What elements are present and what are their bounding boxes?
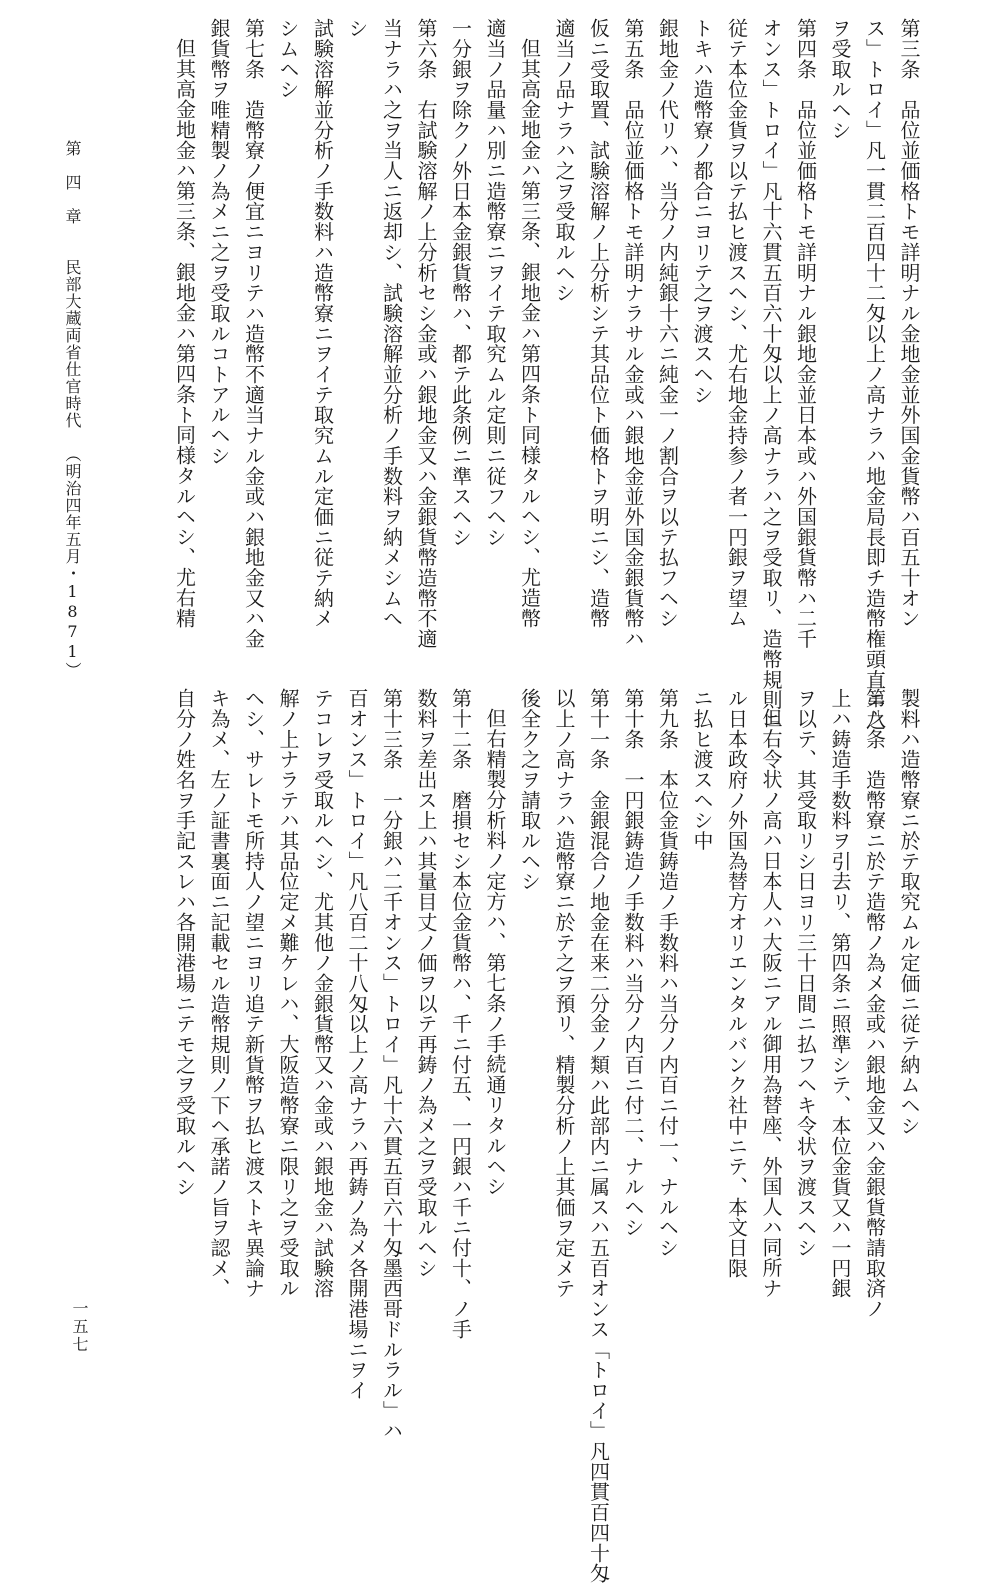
page-number: 一五七 xyxy=(70,1300,89,1354)
text-line: 後全ク之ヲ請取ルヘシ xyxy=(517,688,542,892)
text-line: ニ払ヒ渡スヘシ中 xyxy=(690,688,714,851)
chapter-label: 第 四 章 xyxy=(63,140,82,225)
upper-text-block xyxy=(167,18,926,731)
chapter-title: 民部大蔵両省仕官時代 xyxy=(63,259,82,429)
text-line: 仮ニ受取置、試験溶解ノ上分析シテ其品位ト価格トヲ明ニシ、造幣 xyxy=(586,18,611,629)
text-line: ヲ受取ルヘシ xyxy=(828,18,852,141)
text-line: 但右精製分析料ノ定方ハ、第七条ノ手続通リタルヘシ xyxy=(483,708,507,1197)
text-line: トキハ造幣寮ノ都合ニヨリテ之ヲ渡スヘシ xyxy=(690,18,714,405)
text-line: 第十条 一円銀鋳造ノ手数料ハ当分ノ内百ニ付二、ナルヘシ xyxy=(621,688,645,1238)
text-line: 一分銀ヲ除クノ外日本金銀貨幣ハ、都テ此条例ニ準スヘシ xyxy=(448,18,473,548)
text-line: 数料ヲ差出ス上ハ其量目丈ノ価ヲ以テ再鋳ノ為メ之ヲ受取ルヘシ xyxy=(414,688,438,1279)
text-line: 第十二条 磨損セシ本位金貨幣ハ、千ニ付五、一円銀ハ千ニ付十、ノ手 xyxy=(448,688,473,1340)
text-line: 銀貨幣ヲ唯精製ノ為メニ之ヲ受取ルコトアルヘシ xyxy=(207,18,231,466)
text-line: 製料ハ造幣寮ニ於テ取究ムル定価ニ従テ納ムヘシ xyxy=(897,688,921,1136)
running-header xyxy=(61,140,84,679)
text-line: 従テ本位金貨ヲ以テ払ヒ渡スヘシ、尤右地金持参ノ者一円銀ヲ望ム xyxy=(724,18,749,629)
text-line: 第九条 本位金貨鋳造ノ手数料ハ当分ノ内百ニ付一、ナルヘシ xyxy=(655,688,680,1258)
text-line: 第七条 造幣寮ノ便宜ニヨリテハ造幣不適当ナル金或ハ銀地金又ハ金 xyxy=(241,18,266,649)
text-line: 試験溶解並分析ノ手数料ハ造幣寮ニヲイテ取究ムル定価ニ従テ納メ xyxy=(310,18,335,629)
text-line: 適当ノ品ナラハ之ヲ受取ルヘシ xyxy=(552,18,576,303)
text-line: ル日本政府ノ外国為替方オリエンタルバンク社中ニテ、本文日限 xyxy=(724,688,749,1279)
text-line: シムヘシ xyxy=(276,18,300,100)
text-line: 第六条 右試験溶解ノ上分析セシ金或ハ銀地金又ハ金銀貨幣造幣不適 xyxy=(414,18,438,649)
text-line: 第四条 品位並価格トモ詳明ナル銀地金並日本或ハ外国銀貨幣ハ二千 xyxy=(793,18,818,649)
lower-text-block xyxy=(167,688,926,1583)
text-line: オンス」トロイ」凡十六貫五百六十匁以上ノ高ナラハ之ヲ受取リ、造幣規則ニ xyxy=(759,18,783,731)
text-line: 但右令状ノ高ハ日本人ハ大阪ニアル御用為替座、外国人ハ同所ナ xyxy=(759,708,783,1299)
text-line: ス」トロイ」凡一貫二百四十二匁以上ノ高ナラハ地金局長即チ造幣権頭直ニ之 xyxy=(862,18,887,731)
text-line: 当ナラハ之ヲ当人ニ返却シ、試験溶解並分析ノ手数料ヲ納メシムへ xyxy=(379,18,404,629)
text-line: 但其高金地金ハ第三条、銀地金ハ第四条ト同様タルヘシ、尤造幣 xyxy=(517,38,542,629)
text-line: 自分ノ姓名ヲ手記スレハ各開港場ニテモ之ヲ受取ルヘシ xyxy=(172,688,197,1197)
text-line: 第三条 品位並価格トモ詳明ナル金地金並外国金貨幣ハ百五十オン xyxy=(897,18,921,629)
text-line: ヘシ、サレトモ所持人ノ望ニヨリ追テ新貨幣ヲ払ヒ渡ストキ異論ナ xyxy=(241,688,266,1299)
text-line: シ xyxy=(345,18,369,39)
text-line: 銀地金ノ代リハ、当分ノ内純銀十六ニ純金一ノ割合ヲ以テ払フヘシ xyxy=(655,18,680,629)
text-line: 第十三条 一分銀ハ二千オンス」トロイ」凡十六貫五百六十匁墨西哥ドルラル」ハ xyxy=(379,688,404,1441)
text-line: 適当ノ品量ハ別ニ造幣寮ニヲイテ取究ムル定則ニ従フヘシ xyxy=(483,18,507,548)
text-line: 百オンス」トロイ」凡八百二十八匁以上ノ高ナラハ再鋳ノ為メ各開港場ニヲイ xyxy=(345,688,369,1401)
text-line: キ為メ、左ノ証書裏面ニ記載セル造幣規則ノ下ヘ承諾ノ旨ヲ認メ、 xyxy=(207,688,231,1299)
text-line: 上ハ鋳造手数料ヲ引去リ、第四条ニ照準シテ、本位金貨又ハ一円銀 xyxy=(828,688,852,1299)
text-line: 但其高金地金ハ第三条、銀地金ハ第四条ト同様タルヘシ、尤右精 xyxy=(172,38,197,629)
text-line: 解ノ上ナラテハ其品位定メ難ケレハ、大阪造幣寮ニ限リ之ヲ受取ル xyxy=(276,688,300,1299)
text-line: テコレヲ受取ルヘシ、尤其他ノ金銀貨幣又ハ金或ハ銀地金ハ試験溶 xyxy=(310,688,335,1299)
text-line: 第八条 造幣寮ニ於テ造幣ノ為メ金或ハ銀地金又ハ金銀貨幣請取済ノ xyxy=(862,688,887,1319)
text-line: 第五条 品位並価格トモ詳明ナラサル金或ハ銀地金並外国金銀貨幣ハ xyxy=(621,18,645,649)
text-line: 以上ノ高ナラハ造幣寮ニ於テ之ヲ預リ、精製分析ノ上其価ヲ定メテ xyxy=(552,688,576,1299)
chapter-date: （明治四年五月・1871） xyxy=(63,446,82,679)
text-line: ヲ以テ、其受取リシ日ヨリ三十日間ニ払フヘキ令状ヲ渡スヘシ xyxy=(793,688,818,1258)
text-line: 第十一条 金銀混合ノ地金在来二分金ノ類ハ此部内ニ属スハ五百オンス「トロイ」凡四貫百四十匁 xyxy=(586,688,611,1583)
